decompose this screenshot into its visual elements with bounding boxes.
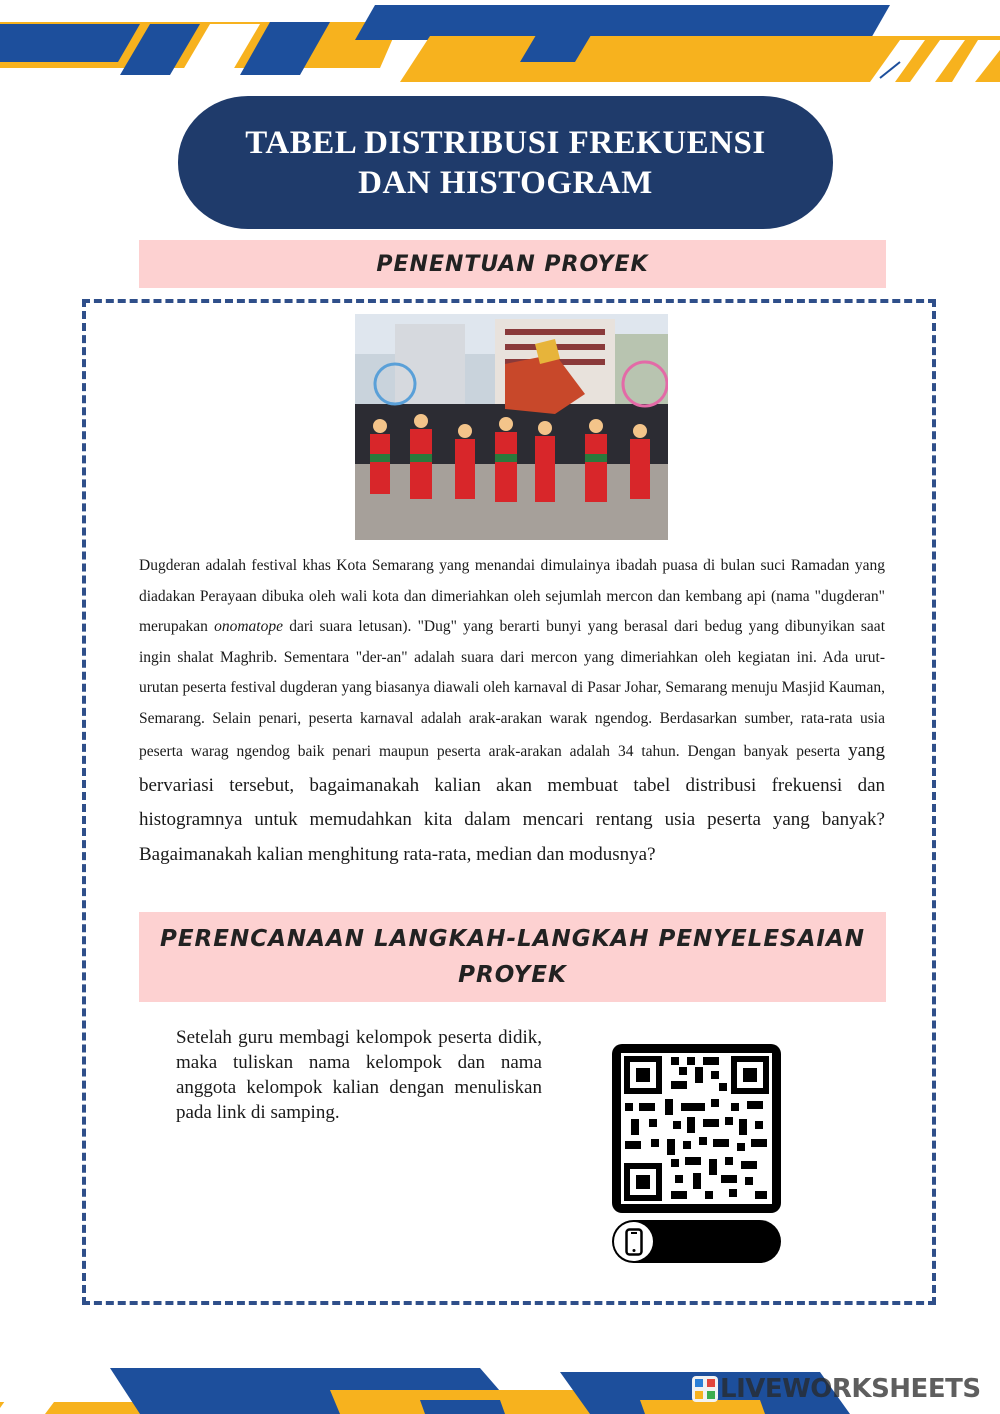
open-link-pill[interactable] <box>612 1220 781 1263</box>
paragraph-part-3: yang bervariasi tersebut, bagaimanakah kalian akan membuat tabel distribusi frekuensi dan histogramnya untuk memudahkan kita dalam mencari rentang usia peserta yang banyak? Bagaimanakah kalian menghitung rata-rata, median dan modusnya? <box>139 740 885 865</box>
section-heading-penentuan-text: PENENTUAN PROYEK <box>376 251 649 277</box>
festival-photo-icon <box>355 314 668 540</box>
top-decoration <box>0 0 1000 90</box>
liveworksheets-watermark <box>690 1372 981 1406</box>
smartphone-icon <box>614 1222 653 1261</box>
watermark-text: LIVEWORKSHEETS <box>720 1374 981 1404</box>
qr-code-link[interactable] <box>612 1044 781 1213</box>
title-line-2: DAN HISTOGRAM <box>358 164 653 201</box>
section-heading-perencanaan-line-1: PERENCANAAN LANGKAH-LANGKAH PENYELESAIAN <box>159 926 865 952</box>
title-line-1: TABEL DISTRIBUSI FREKUENSI <box>245 124 766 161</box>
section-heading-penentuan <box>139 240 886 288</box>
section-heading-perencanaan-line-2: PROYEK <box>458 962 567 988</box>
paragraph-part-1: Dugderan adalah festival khas Kota Semarang yang menandai dimulainya ibadah puasa di bulan suci Ramadan yang diadakan Perayaan dibuka oleh wali kota dan dimeriahkan oleh sejumlah mercon dan kembang api (nama "dugderan" merupakan <box>139 557 885 635</box>
intro-paragraph <box>139 551 885 872</box>
step-instruction: Setelah guru membagi kelompok peserta didik, maka tuliskan nama kelompok dan nama anggota kelompok kalian dengan menuliskan pada link di samping. <box>176 1027 542 1123</box>
qr-code-icon <box>621 1053 772 1204</box>
section-heading-perencanaan <box>139 912 886 1002</box>
festival-photo <box>355 314 668 540</box>
paragraph-part-2: dari suara letusan). "Dug" yang berarti bunyi yang berasal dari bedug yang dibunyikan saat ingin shalat Maghrib. Sementara "der-an" adalah suara dari mercon yang dimeriahkan oleh kegiatan ini. Ada urut-urutan peserta festival dugderan yang biasanya diawali oleh karnaval di Pasar Johar, Semarang menuju Masjid Kauman, Semarang. Selain penari, peserta karnaval adalah arak-arakan warak ngendog. Berdasarkan sumber, rata-rata usia peserta warag ngendog baik penari maupun peserta arak-arakan adalah 34 tahun. Dengan banyak peserta <box>139 618 885 760</box>
paragraph-italic-term: onomatope <box>214 618 283 635</box>
liveworksheets-logo-icon <box>690 1374 720 1404</box>
page-title <box>178 96 833 229</box>
